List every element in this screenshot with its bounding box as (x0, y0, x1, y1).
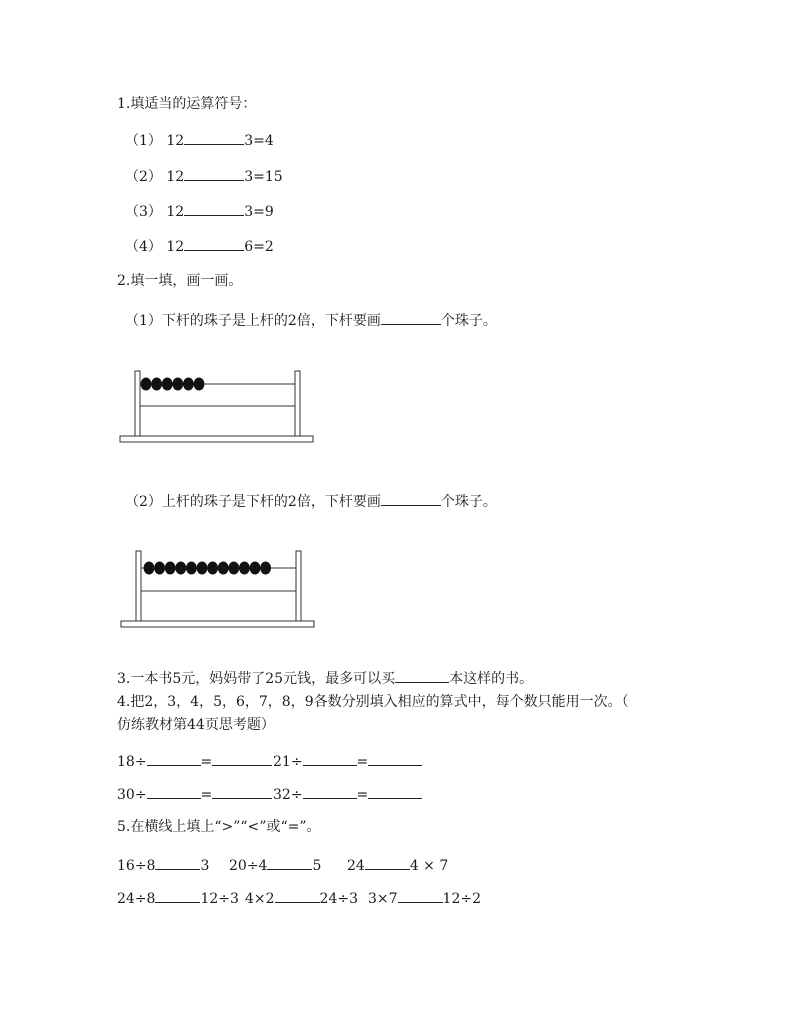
item-number: （1） (125, 313, 162, 329)
q4-equation-4 (273, 785, 422, 804)
q4-line2: 仿练教材第44页思考题） (117, 717, 275, 733)
dividend: 32÷ (273, 787, 303, 803)
compare-right: 3 (200, 858, 210, 874)
compare-right: 12÷2 (442, 891, 481, 907)
compare-left: 16÷8 (117, 858, 156, 874)
item-number: （2） (125, 169, 162, 185)
q5-compare-2 (229, 856, 321, 875)
prompt-text: 3.一本书5元，妈妈带了25元钱，最多可以买 (117, 671, 396, 687)
q2-title: 2.填一填，画一画。 (117, 273, 243, 289)
compare-right: 4 × 7 (409, 858, 449, 874)
q2-part2 (125, 492, 497, 511)
q4-equation-3 (117, 785, 272, 804)
abacus-post-right (295, 371, 300, 436)
abacus-base (121, 621, 314, 627)
operand-right: 3=9 (244, 204, 274, 220)
abacus-bead (151, 378, 162, 391)
q1-item-2 (125, 167, 283, 186)
abacus-bead (141, 378, 152, 391)
prompt-text-end: 个珠子。 (440, 494, 497, 510)
abacus-bead (260, 562, 271, 575)
answer-blank[interactable] (155, 889, 200, 903)
compare-left: 20÷4 (229, 858, 268, 874)
item-number: （2） (125, 494, 162, 510)
dividend: 30÷ (117, 787, 147, 803)
equals-sign: = (200, 787, 213, 803)
q5-compare-1 (117, 856, 209, 875)
answer-blank[interactable] (212, 785, 272, 799)
compare-right: 12÷3 (200, 891, 239, 907)
abacus-bead (194, 378, 205, 391)
prompt-text: 下杆的珠子是上杆的2倍，下杆要画 (161, 313, 381, 329)
operand-left: 12 (166, 239, 185, 255)
abacus-bead (144, 562, 155, 575)
answer-blank[interactable] (184, 131, 244, 145)
answer-blank[interactable] (184, 202, 244, 216)
prompt-text-end: 个珠子。 (440, 313, 497, 329)
item-number: （1） (125, 133, 162, 149)
compare-left: 3×7 (368, 891, 398, 907)
answer-blank[interactable] (398, 889, 443, 903)
abacus-bead (197, 562, 208, 575)
prompt-text: 上杆的珠子是下杆的2倍，下杆要画 (161, 494, 381, 510)
answer-blank[interactable] (381, 492, 441, 506)
abacus-bead (165, 562, 176, 575)
abacus-base (120, 436, 313, 442)
dividend: 18÷ (117, 754, 147, 770)
operand-right: 3=4 (244, 133, 274, 149)
q5-compare-6 (368, 889, 481, 908)
compare-right: 24÷3 (319, 891, 358, 907)
abacus-post-left (135, 371, 140, 436)
answer-blank[interactable] (147, 752, 201, 766)
item-number: （4） (125, 239, 162, 255)
abacus-beads-top (141, 378, 205, 391)
equals-sign: = (356, 754, 369, 770)
answer-blank[interactable] (147, 785, 201, 799)
answer-blank[interactable] (381, 311, 441, 325)
q3 (117, 669, 533, 688)
answer-blank[interactable] (184, 167, 244, 181)
compare-left: 4×2 (245, 891, 275, 907)
answer-blank[interactable] (395, 669, 449, 683)
operand-left: 12 (166, 204, 185, 220)
operand-right: 6=2 (244, 239, 274, 255)
abacus-bead (154, 562, 165, 575)
abacus-bead (207, 562, 218, 575)
abacus-bead (183, 378, 194, 391)
q5-title: 5.在横线上填上“>”“<”或“=”。 (117, 819, 321, 835)
abacus-bead (172, 378, 183, 391)
q5-compare-5 (245, 889, 358, 908)
abacus-post-left (136, 551, 141, 621)
answer-blank[interactable] (267, 856, 312, 870)
abacus-1 (115, 365, 320, 447)
answer-blank[interactable] (275, 889, 320, 903)
q1-item-4 (125, 237, 274, 256)
prompt-text-end: 本这样的书。 (449, 671, 534, 687)
q1-item-3 (125, 202, 274, 221)
compare-left: 24÷8 (117, 891, 156, 907)
abacus-bead (250, 562, 261, 575)
abacus-bead (218, 562, 229, 575)
q4-line1: 4.把2，3，4，5，6，7，8，9各数分别填入相应的算式中，每个数只能用一次。（ (117, 694, 629, 710)
abacus-bead (228, 562, 239, 575)
q5-compare-3 (347, 856, 448, 875)
answer-blank[interactable] (368, 752, 422, 766)
abacus-bead (239, 562, 250, 575)
answer-blank[interactable] (368, 785, 422, 799)
answer-blank[interactable] (212, 752, 272, 766)
q4-equation-2 (273, 752, 422, 771)
answer-blank[interactable] (184, 237, 244, 251)
q5-compare-4 (117, 889, 239, 908)
abacus-bead (175, 562, 186, 575)
q1-item-1 (125, 131, 274, 150)
item-number: （3） (125, 204, 162, 220)
abacus-post-right (296, 551, 301, 621)
q4-equation-1 (117, 752, 272, 771)
abacus-bead (162, 378, 173, 391)
q1-title: 1.填适当的运算符号： (117, 96, 257, 112)
answer-blank[interactable] (155, 856, 200, 870)
q2-part1 (125, 311, 497, 330)
answer-blank[interactable] (303, 752, 357, 766)
abacus-beads-top (144, 562, 271, 575)
compare-left: 24 (347, 858, 365, 874)
abacus-bead (186, 562, 197, 575)
compare-right: 5 (312, 858, 322, 874)
equals-sign: = (200, 754, 213, 770)
equals-sign: = (356, 787, 369, 803)
operand-left: 12 (166, 133, 185, 149)
operand-left: 12 (166, 169, 185, 185)
operand-right: 3=15 (244, 169, 283, 185)
answer-blank[interactable] (303, 785, 357, 799)
answer-blank[interactable] (365, 856, 410, 870)
abacus-2 (116, 548, 321, 632)
dividend: 21÷ (273, 754, 303, 770)
